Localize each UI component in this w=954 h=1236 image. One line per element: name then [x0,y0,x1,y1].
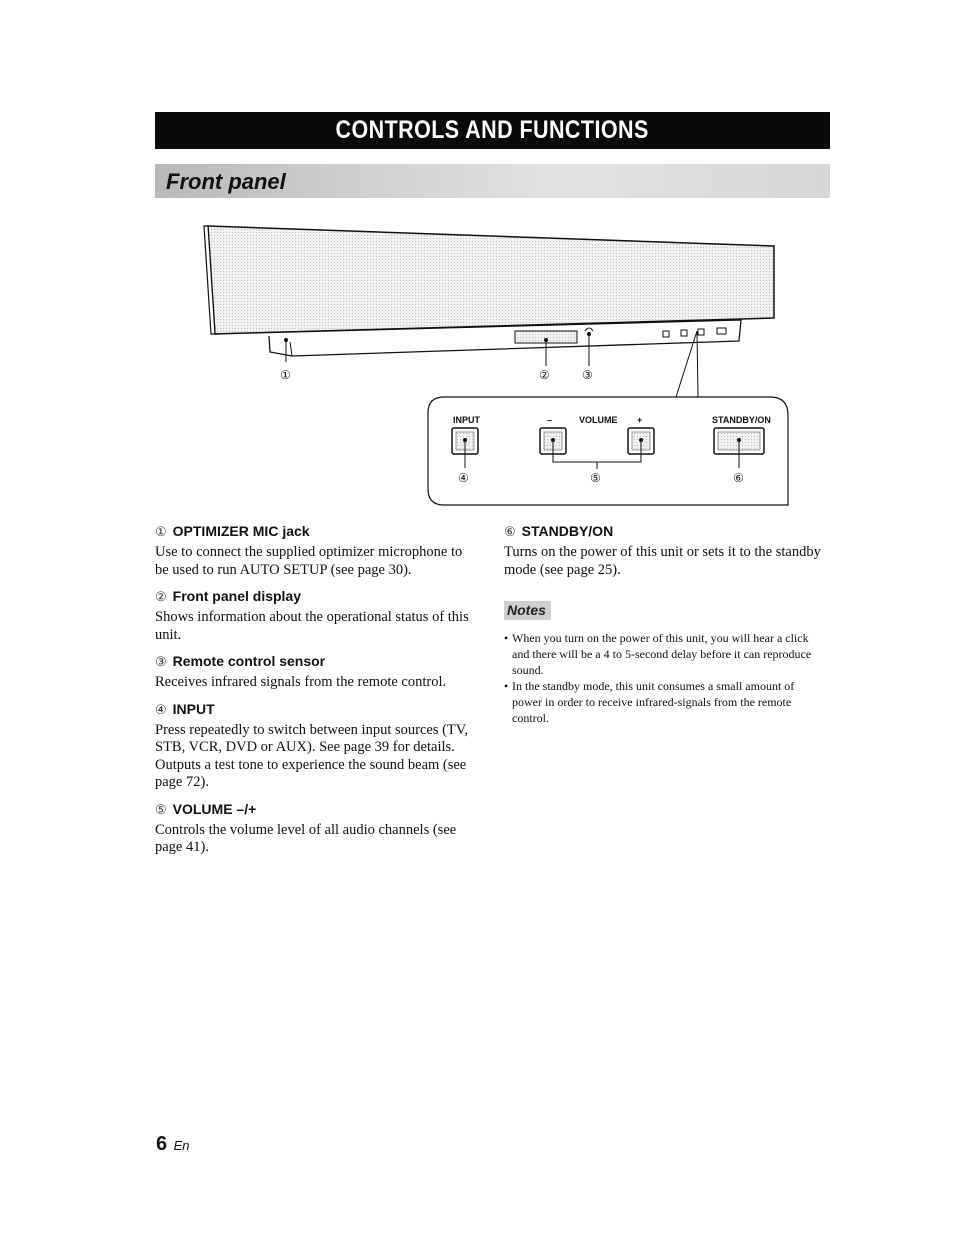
label-volume: VOLUME [579,415,618,425]
notes-label: Notes [504,601,551,620]
note-item: • When you turn on the power of this unit, you will hear a click and there will be a 4 to 5-second delay before it can reproduce sound. [504,630,822,678]
item-front-panel-display [155,587,473,644]
item-description: Shows information about the operational status of this unit. [155,609,469,643]
callout-4: ④ [458,471,469,485]
subsection-title: Front panel [166,169,286,194]
front-panel-diagram [0,0,954,520]
item-volume [155,800,473,857]
item-description: Use to connect the supplied optimizer microphone to be used to run AUTO SETUP (see page 30). [155,544,463,578]
item-standby-on [504,522,822,579]
callout-1: ① [280,368,291,382]
item-number: ③ [155,654,167,669]
item-title: OPTIMIZER MIC jack [172,523,310,539]
item-number: ⑥ [504,524,516,539]
item-input [155,700,473,792]
callout-6: ⑥ [733,471,744,485]
item-description: Press repeatedly to switch between input sources (TV, STB, VCR, DVD or AUX). See page 39 for details. Outputs a test tone to experience the sound beam (see page 72). [155,721,469,790]
item-optimizer-mic [155,522,473,579]
item-title: STANDBY/ON [521,523,614,539]
callout-3: ③ [582,368,593,382]
item-title: VOLUME –/+ [172,800,257,817]
label-standby: STANDBY/ON [712,415,771,425]
control-panel-detail [428,397,788,505]
item-title: INPUT [172,700,215,717]
notes-list [504,630,822,726]
language-code: En [173,1138,190,1153]
item-remote-sensor [155,652,473,692]
section-title: CONTROLS AND FUNCTIONS [335,116,650,144]
page-footer [156,1133,189,1156]
page-number: 6 [156,1133,168,1155]
item-number: ⑤ [155,801,167,817]
item-number: ① [155,524,167,539]
note-item: • In the standby mode, this unit consumes a small amount of power in order to receive infrared-signals from the remote control. [504,678,822,726]
label-input: INPUT [453,415,480,425]
callout-5: ⑤ [590,471,601,485]
left-column [155,522,473,865]
label-minus: – [547,415,553,425]
item-description: Controls the volume level of all audio channels (see page 41). [155,821,457,855]
item-title: Front panel display [172,588,302,604]
callout-2: ② [539,368,550,382]
item-description: Turns on the power of this unit or sets it to the standby mode (see page 25). [504,544,821,578]
right-column [504,522,822,726]
item-number: ② [155,589,167,604]
item-title: Remote control sensor [172,653,326,669]
item-description: Receives infrared signals from the remote control. [155,674,447,690]
speaker-unit [204,226,774,356]
item-number: ④ [155,701,167,717]
label-plus: + [637,415,643,425]
